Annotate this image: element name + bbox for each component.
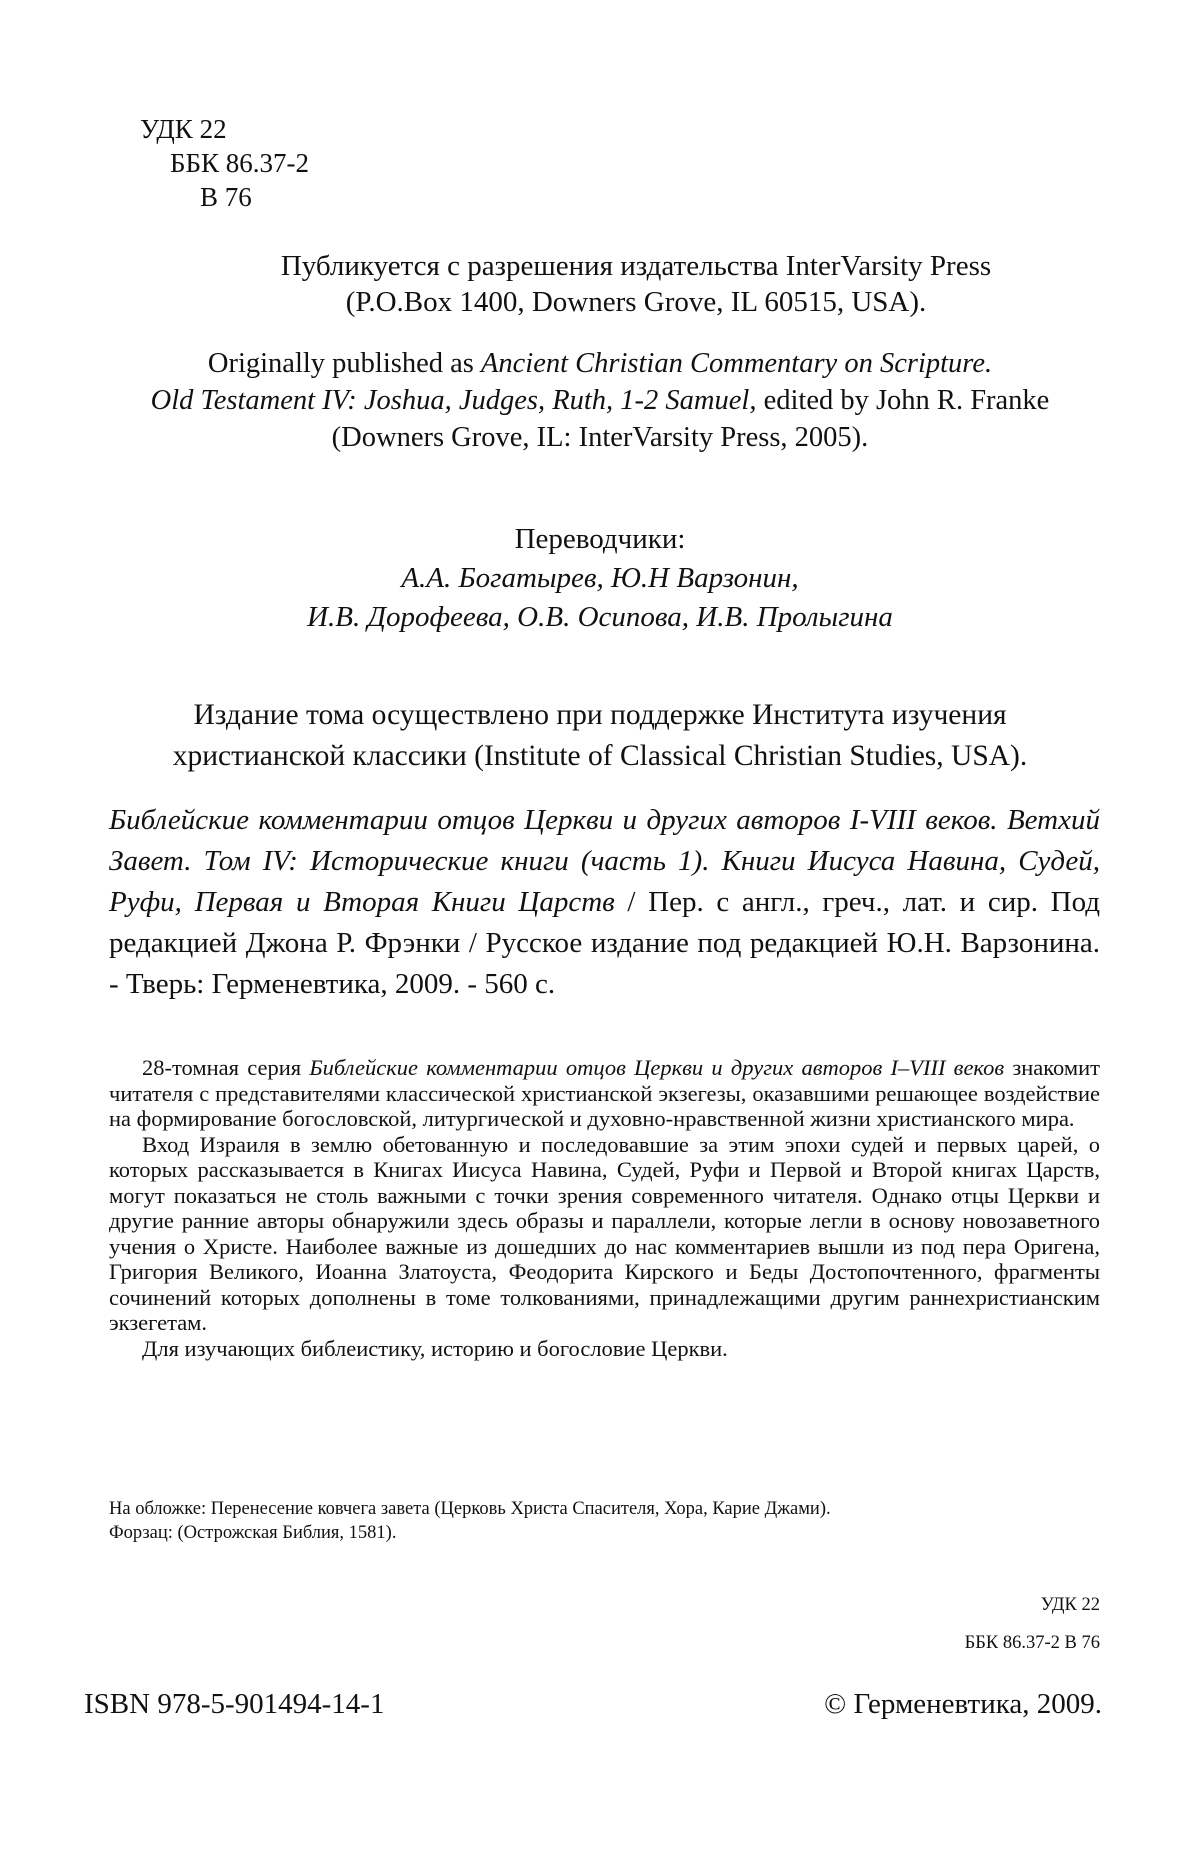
abstract-paragraph-3: Для изучающих библеистику, историю и богословие Церкви. bbox=[142, 1335, 728, 1361]
support-line-1: Издание тома осуществлено при поддержке Института изучения bbox=[193, 699, 1007, 731]
abstract-paragraph-2: Вход Израиля в землю обетованную и последовавшие за этим эпохи судей и первых царей, о которых рассказывается в Книгах Иисуса Навина, Судей, Руфи и Первой и Второй книгах Царств, могут показаться не столь важными с точки зрения современного читателя. Однако отцы Церкви и другие ранние авторы обнаружили здесь образы и параллели, которые легли в основу новозаветного учения о Христе. Наиболее важные из дошедших до нас комментариев вышли из под пера Оригена, Григория Великого, Иоанна Златоуста, Феодорита Кирского и Беды Достопочтенного, фрагменты сочинений которых дополнены в томе толкованиями, принадлежащими другим раннехристианским экзегетам. bbox=[109, 1131, 1100, 1335]
copyright: © Герменевтика, 2009. bbox=[824, 1688, 1102, 1720]
abstract bbox=[109, 1055, 1100, 1361]
cover-line-1: На обложке: Перенесение ковчега завета (Церковь Христа Спасителя, Хора, Карие Джами). bbox=[109, 1499, 831, 1519]
bibliographic-details: / Пер. с англ., греч., лат. и сир. Под редакцией Джона Р. Фрэнки / Русское издание под редакцией Ю.Н. Варзонина. - Тверь: Герменевтика, 2009. - 560 с. bbox=[109, 886, 1101, 1000]
translators-names-2-text: И.В. Дорофеева, О.В. Осипова, И.В. Пролыгина bbox=[307, 601, 893, 633]
udk-code: УДК 22 bbox=[140, 114, 227, 144]
translators-heading: Переводчики: bbox=[514, 523, 686, 555]
abstract-p1-rest: знакомит читателя с представителями классической христианской экзегезы, оказавшими решающее воздействие на формирование богословской, литургической и духовно-нравственной жизни христианского мира. bbox=[109, 1055, 1100, 1131]
original-line-2 bbox=[0, 382, 1200, 419]
translators-names-1 bbox=[0, 559, 1200, 598]
original-editor: edited by John R. Franke bbox=[756, 385, 1050, 416]
abstract-p1-prefix: 28-томная серия bbox=[142, 1055, 310, 1080]
abstract-paragraph-1 bbox=[109, 1055, 1100, 1132]
original-publication bbox=[0, 345, 1200, 456]
classification-codes-bottom bbox=[965, 1586, 1100, 1662]
udk-code-bottom: УДК 22 bbox=[1040, 1595, 1100, 1615]
support-statement bbox=[0, 695, 1200, 777]
bibliographic-entry bbox=[109, 800, 1100, 1005]
permission-line-1: Публикуется с разрешения издательства InterVarsity Press bbox=[280, 250, 992, 282]
permission-line-2: (P.O.Box 1400, Downers Grove, IL 60515, USA). bbox=[345, 286, 927, 318]
bbk-code-bottom: ББК 86.37-2 В 76 bbox=[964, 1633, 1100, 1653]
classification-codes-top bbox=[140, 112, 309, 214]
original-series-title: Ancient Christian Commentary on Scripture. bbox=[480, 348, 993, 379]
translators-names-2 bbox=[0, 598, 1200, 637]
original-imprint: (Downers Grove, IL: InterVarsity Press, 2005). bbox=[331, 422, 869, 453]
original-volume-title: Old Testament IV: Joshua, Judges, Ruth, 1-2 Samuel, bbox=[150, 385, 757, 416]
original-prefix: Originally published as bbox=[207, 348, 481, 379]
translators-names-1-text: А.А. Богатырев, Ю.Н Варзонин, bbox=[401, 562, 799, 594]
publication-permission bbox=[0, 248, 1200, 320]
translators-block bbox=[0, 520, 1200, 637]
isbn: ISBN 978-5-901494-14-1 bbox=[84, 1688, 385, 1720]
bbk-code: ББК 86.37-2 bbox=[170, 148, 310, 178]
bibliographic-title: Библейские комментарии отцов Церкви и других авторов I-VIII веков. Ветхий Завет. Том IV: Исторические книги (часть 1). Книги Иисуса Навина, Судей, Руфи, Первая и Вторая Книги Царств bbox=[109, 804, 1100, 918]
support-line-2: христианской классики (Institute of Classical Christian Studies, USA). bbox=[172, 740, 1028, 772]
endpaper-line: Форзац: (Острожская Библия, 1581). bbox=[109, 1523, 397, 1543]
cover-info bbox=[109, 1497, 831, 1545]
abstract-series-title: Библейские комментарии отцов Церкви и других авторов I–VIII веков bbox=[309, 1055, 1005, 1080]
author-sign: В 76 bbox=[200, 182, 252, 212]
original-line-1 bbox=[0, 345, 1200, 382]
